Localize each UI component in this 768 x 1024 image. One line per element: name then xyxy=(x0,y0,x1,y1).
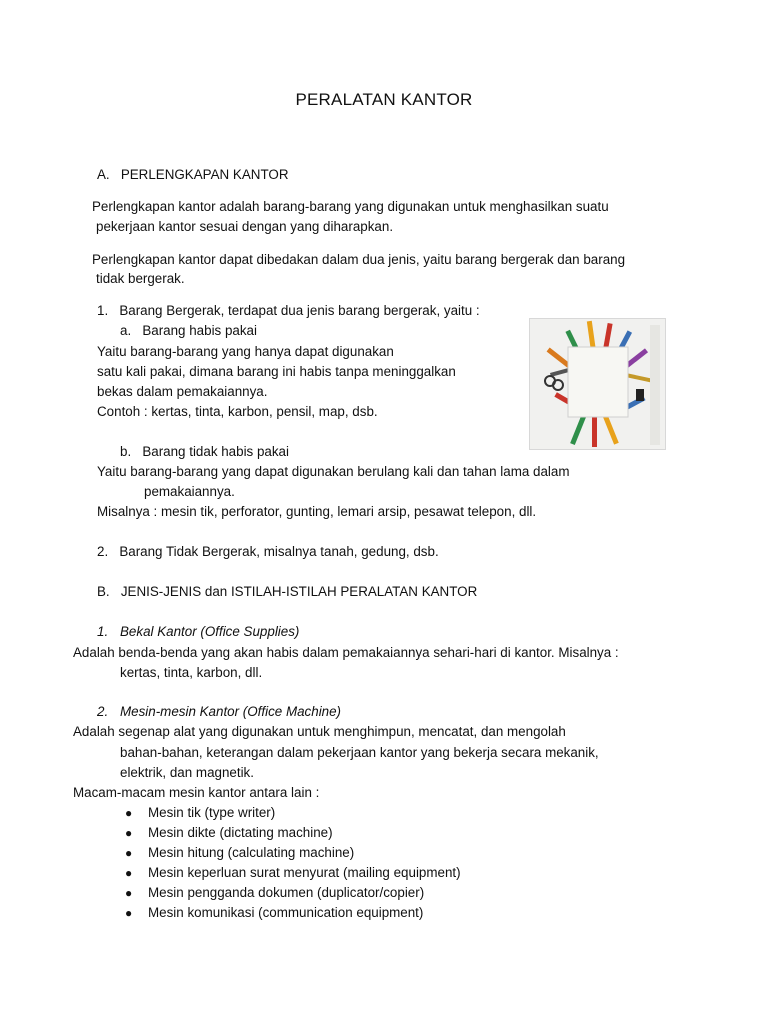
office-supplies-image xyxy=(529,318,666,450)
paper-sheet-illustration xyxy=(568,347,628,417)
section-b-heading: B. JENIS-JENIS dan ISTILAH-ISTILAH PERALATAN KANTOR xyxy=(97,584,478,599)
sub-a-barang-habis-pakai: a. Barang habis pakai xyxy=(120,323,257,338)
section-b-item-2-line-2: bahan-bahan, keterangan dalam pekerjaan kantor yang bekerja secara mekanik, xyxy=(120,745,599,760)
sub-b-line-2: pemakaiannya. xyxy=(144,484,235,499)
machine-item: Mesin pengganda dokumen (duplicator/copier) xyxy=(148,885,425,900)
sub-a-line-4: Contoh : kertas, tinta, karbon, pensil, map, dsb. xyxy=(97,404,378,419)
section-a-heading: A. PERLENGKAPAN KANTOR xyxy=(97,167,289,182)
section-a-paragraph-2-line-1: Perlengkapan kantor dapat dibedakan dalam dua jenis, yaitu barang bergerak dan barang xyxy=(92,252,626,267)
sub-b-line-1: Yaitu barang-barang yang dapat digunakan berulang kali dan tahan lama dalam xyxy=(97,464,570,479)
sub-a-line-3: bekas dalam pemakaiannya. xyxy=(97,384,268,399)
machine-item: Mesin hitung (calculating machine) xyxy=(148,845,355,860)
machine-item: Mesin dikte (dictating machine) xyxy=(148,825,333,840)
item-2-barang-tidak-bergerak: 2. Barang Tidak Bergerak, misalnya tanah, gedung, dsb. xyxy=(97,544,439,559)
sub-a-line-1: Yaitu barang-barang yang hanya dapat digunakan xyxy=(97,344,394,359)
machines-list-intro: Macam-macam mesin kantor antara lain : xyxy=(73,785,320,800)
sub-a-line-2: satu kali pakai, dimana barang ini habis tanpa meninggalkan xyxy=(97,364,456,379)
bullet-icon: ● xyxy=(125,826,133,840)
section-a-paragraph-2-line-2: tidak bergerak. xyxy=(96,271,185,286)
section-b-item-2-title: Mesin-mesin Kantor (Office Machine) xyxy=(120,704,342,719)
section-a-paragraph-1-line-2: pekerjaan kantor sesuai dengan yang diharapkan. xyxy=(96,219,394,234)
section-b-item-2-line-1: Adalah segenap alat yang digunakan untuk menghimpun, mencatat, dan mengolah xyxy=(73,724,566,739)
section-b-item-1-title: Bekal Kantor (Office Supplies) xyxy=(120,624,300,639)
sub-b-line-3: Misalnya : mesin tik, perforator, gunting, lemari arsip, pesawat telepon, dll. xyxy=(97,504,537,519)
bullet-icon: ● xyxy=(125,906,133,920)
section-b-item-2-line-3: elektrik, dan magnetik. xyxy=(120,765,254,780)
section-b-item-1-number: 1. xyxy=(97,624,109,639)
section-a-paragraph-1-line-1: Perlengkapan kantor adalah barang-barang yang digunakan untuk menghasilkan suatu xyxy=(92,199,609,214)
bullet-icon: ● xyxy=(125,866,133,880)
machine-item: Mesin keperluan surat menyurat (mailing equipment) xyxy=(148,865,461,880)
bullet-icon: ● xyxy=(125,886,133,900)
page-title: PERALATAN KANTOR xyxy=(295,90,473,109)
section-b-item-1-line-2: kertas, tinta, karbon, dll. xyxy=(120,665,263,680)
bullet-icon: ● xyxy=(125,806,133,820)
section-b-item-1-line-1: Adalah benda-benda yang akan habis dalam pemakaiannya sehari-hari di kantor. Misalnya : xyxy=(73,645,619,660)
machine-item: Mesin komunikasi (communication equipment) xyxy=(148,905,424,920)
bullet-icon: ● xyxy=(125,846,133,860)
machine-item: Mesin tik (type writer) xyxy=(148,805,276,820)
section-b-item-2-number: 2. xyxy=(97,704,109,719)
sub-b-barang-tidak-habis-pakai: b. Barang tidak habis pakai xyxy=(120,444,289,459)
item-1-barang-bergerak: 1. Barang Bergerak, terdapat dua jenis barang bergerak, yaitu : xyxy=(97,303,480,318)
